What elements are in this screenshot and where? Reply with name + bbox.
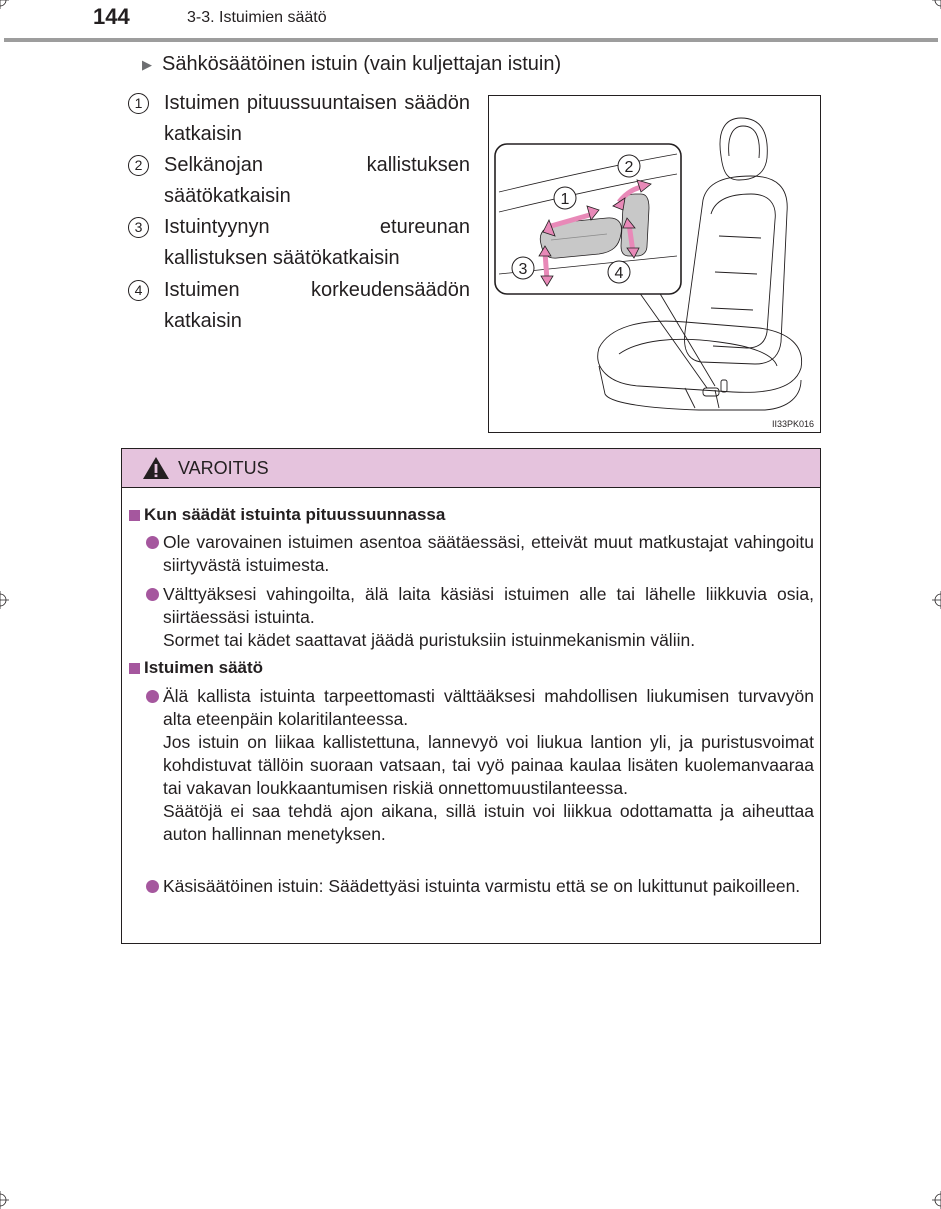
warning-section-heading: Istuimen säätö [129,658,263,678]
circled-number-icon: 2 [128,155,149,176]
seat-drawing [489,96,820,432]
bullet-dot-icon [146,690,159,703]
list-item-text: Istuimen pituussuuntaisen säädön katkaisin [164,92,470,145]
list-item-4 [128,275,470,337]
callout-2: 2 [624,159,634,176]
bullet-dot-icon [146,536,159,549]
square-bullet-icon [129,510,140,521]
registration-mark-icon [932,1191,941,1209]
figure-code: II33PK016 [771,419,814,429]
section-title: 3-3. Istuimien säätö [187,9,327,26]
list-item-3 [128,212,470,274]
seat-illustration [488,95,821,433]
warning-bullet: Käsisäätöinen istuin: Säädettyäsi istuinta varmistu että se on lukittunut paikoilleen. [146,875,814,898]
callout-3: 3 [518,261,528,278]
circled-number-icon: 1 [128,93,149,114]
warning-header [122,449,820,488]
square-bullet-icon [129,663,140,674]
subheading-text: Sähkösäätöinen istuin (vain kuljettajan istuin) [162,53,562,75]
registration-mark-icon [932,0,941,9]
subheading [142,53,561,76]
circled-number-icon: 4 [128,280,149,301]
callout-1: 1 [560,191,570,208]
callout-4: 4 [614,265,624,282]
registration-mark-icon [0,591,9,609]
warning-section-heading: Kun säädät istuinta pituussuunnassa [129,505,445,525]
list-item-text: Istuimen korkeudensäädön katkaisin [164,279,470,332]
list-item-1 [128,88,470,150]
warning-triangle-icon [142,456,170,480]
registration-mark-icon [932,591,941,609]
triangle-bullet-icon: ▶ [142,56,152,72]
warning-title: VAROITUS [178,457,269,478]
warning-bullet: Ole varovainen istuimen asentoa säätäessäsi, etteivät muut matkustajat vahingoitu siirtyvästä istuimesta. [146,531,814,577]
bullet-dot-icon [146,880,159,893]
warning-bullet: Älä kallista istuinta tarpeettomasti välttääksesi mahdollisen liukumisen turvavyön alta eteenpäin kolaritilanteessa. Jos istuin on liikaa kallistettuna, lannevyö voi liukua lantion yli, ja puristusvoimat kohdistuvat tällöin suoraan vatsaan, tai vyö painaa kaulaa lisäten kuolemanvaaraa tai vakavan loukkaantumisen riskiä onnettomuustilanteessa. Säätöjä ei saa tehdä ajon aikana, sillä istuin voi liikkua odottamatta ja aiheuttaa auton hallinnan menetyksen. [146,685,814,846]
list-item-text: Istuintyynyn etureunan kallistuksen säätökatkaisin [164,216,470,269]
page-number: 144 [93,4,130,29]
registration-mark-icon [0,0,9,9]
circled-number-icon: 3 [128,217,149,238]
warning-box [121,448,821,944]
list-item-text: Selkänojan kallistuksen säätökatkaisin [164,154,470,207]
header-rule [4,38,938,42]
warning-bullet: Välttyäksesi vahingoilta, älä laita käsiäsi istuimen alle tai lähelle liikkuvia osia, siirtäessäsi istuinta. Sormet tai kädet saattavat jäädä puristuksiin istuinmekanismin väliin. [146,583,814,652]
registration-mark-icon [0,1191,9,1209]
list-item-2 [128,150,470,212]
bullet-dot-icon [146,588,159,601]
